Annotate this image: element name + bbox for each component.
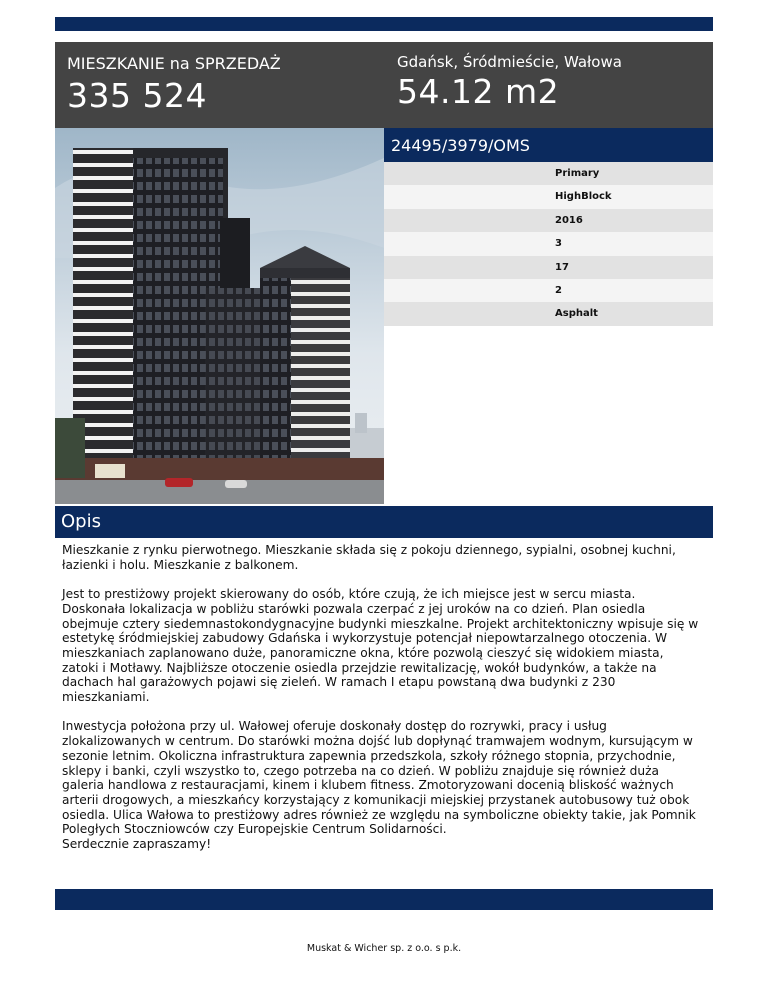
property-list	[384, 162, 713, 326]
description-header	[55, 506, 713, 538]
area-value: 54.12 m2	[397, 72, 560, 111]
property-road-type: Asphalt	[384, 302, 713, 325]
footer-company: Muskat & Wicher sp. z o.o. s p.k.	[306, 943, 462, 954]
reference-bar	[384, 128, 713, 162]
price-value: 335 524	[67, 76, 207, 115]
property-building-type: HighBlock	[384, 185, 713, 208]
description-paragraph-2: Jest to prestiżowy projekt skierowany do osób, które czują, że ich miejsce jest w sercu miasta. Doskonała lokalizacja w pobliżu starówki pozwala czerpać z jej uroków na co dzień. Plan osiedla obejmuje cztery siedemnastokondygnacyjne budynki mieszkalne. Projekt architektoniczny wpisuje się w estetykę śródmiejskiej zabudowy Gdańska i wykorzystuje potencjał niepowtarzalnego otoczenia. W mieszkaniach zaplanowano duże, panoramiczne okna, które pozwolą cieszyć się widokiem miasta, zatoki i Motławy. Najbliższe otoczenie osiedla przejdzie rewitalizację, wokół budynków, a także na dachach hal garażowych pojawi się zieleń. W ramach I etapu powstaną dwa budynki z 230 mieszkaniami.	[62, 587, 699, 705]
property-value-3: 3	[384, 232, 713, 255]
location-label: Gdańsk, Śródmieście, Wałowa	[397, 53, 622, 71]
property-year: 2016	[384, 209, 713, 232]
building-photo	[55, 128, 384, 504]
listing-header	[55, 42, 713, 128]
property-market: Primary	[384, 162, 713, 185]
listing-type-label: MIESZKANIE na SPRZEDAŻ	[67, 54, 281, 73]
property-value-2: 2	[384, 279, 713, 302]
bottom-accent-bar	[55, 889, 713, 910]
description-heading: Opis	[61, 511, 101, 532]
description-paragraph-1: Mieszkanie z rynku pierwotnego. Mieszkanie składa się z pokoju dziennego, sypialni, osobnej kuchni, łazienki i holu. Mieszkanie z balkonem.	[62, 543, 676, 572]
property-value-17: 17	[384, 256, 713, 279]
description-closing: Serdecznie zapraszamy!	[62, 837, 212, 852]
reference-number: 24495/3979/OMS	[391, 136, 530, 155]
description-body	[62, 543, 702, 852]
description-paragraph-3: Inwestycja położona przy ul. Wałowej oferuje doskonały dostęp do rozrywki, pracy i usług zlokalizowanych w centrum. Do starówki można dojść lub dopłynąć tramwajem wodnym, kursującym w sezonie letnim. Okoliczna infrastruktura zapewnia przedszkola, szkoły różnego stopnia, przychodnie, sklepy i banki, czyli wszystko to, czego potrzeba na co dzień. W pobliżu znajduje się również duża galeria handlowa z restauracjami, kinem i klubem fitness. Zmotoryzowani docenią bliskość ważnych arterii drogowych, a mieszkańcy korzystający z komunikacji miejskiej przystanek autobusowy tuż obok osiedla. Ulica Wałowa to prestiżowy adres również ze względu na symboliczne obiekty takie, jak Pomnik Poległych Stoczniowców czy Europejskie Centrum Solidarności.	[62, 719, 696, 837]
top-accent-bar	[55, 17, 713, 31]
